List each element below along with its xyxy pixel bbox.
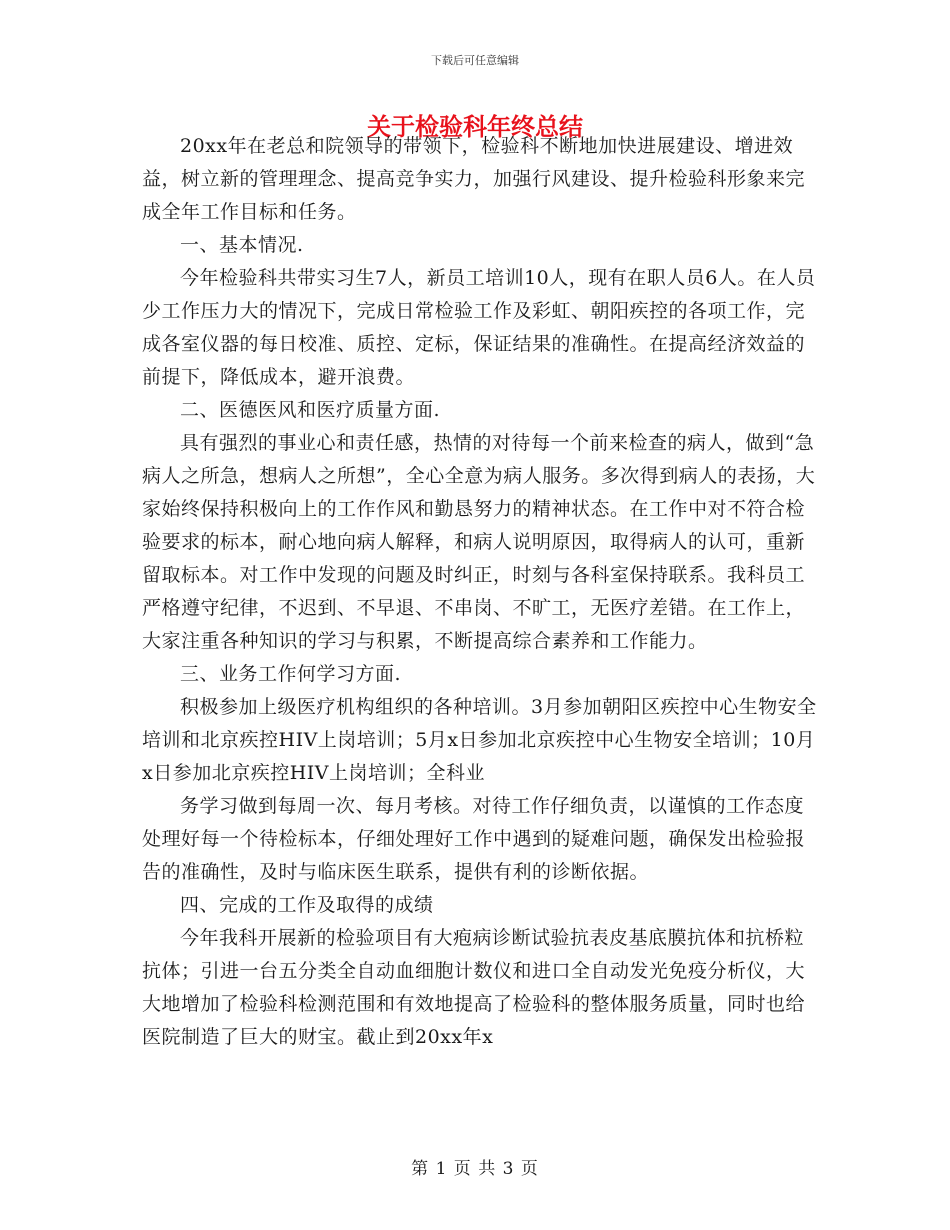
paragraph-study: 务学习做到每周一次、每月考核。对待工作仔细负责，以谨慎的工作态度处理好每一个待检标本，仔细处理好工作中遇到的疑难问题，确保发出检验报告的准确性，及时与临床医生联系，提供有利的诊断依据。 (142, 795, 806, 883)
section-heading-ethics: 二、医德医风和医疗质量方面. (180, 399, 441, 421)
paragraph-training: 积极参加上级医疗机构组织的各种培训。3月参加朝阳区疾控中心生物安全培训和北京疾控HIV上岗培训；5月x日参加北京疾控中心生物安全培训；10月x日参加北京疾控HIV上岗培训；全科业 (142, 696, 817, 784)
paragraph-basic: 今年检验科共带实习生7人，新员工培训10人，现有在职人员6人。在人员少工作压力大的情况下，完成日常检验工作及彩虹、朝阳疾控的各项工作，完成各室仪器的每日校准、质控、定标，保证结果的准确性。在提高经济效益的前提下，降低成本，避开浪费。 (142, 267, 816, 388)
paragraph-ethics: 具有强烈的事业心和责任感，热情的对待每一个前来检查的病人，做到“急病人之所急，想病人之所想”，全心全意为病人服务。多次得到病人的表扬，大家始终保持积极向上的工作作风和勤恳努力的精神状态。在工作中对不符合检验要求的标本，耐心地向病人解释，和病人说明原因，取得病人的认可，重新留取标本。对工作中发现的问题及时纠正，时刻与各科室保持联系。我科员工严格遵守纪律，不迟到、不早退、不串岗、不旷工，无医疗差错。在工作上，大家注重各种知识的学习与积累，不断提高综合素养和工作能力。 (142, 432, 816, 652)
paragraph-intro: 20xx年在老总和院领导的带领下，检验科不断地加快进展建设、增进效益，树立新的管理理念、提高竞争实力，加强行风建设、提升检验科形象来完成全年工作目标和任务。 (142, 135, 806, 223)
section-heading-learning: 三、业务工作何学习方面. (180, 663, 402, 685)
section-heading-basic: 一、基本情况. (180, 234, 304, 256)
page-header: 下载后可任意编辑 (431, 54, 519, 67)
document-title: 关于检验科年终总结 (367, 112, 583, 141)
paragraph-achievements: 今年我科开展新的检验项目有大疱病诊断试验抗表皮基底膜抗体和抗桥粒抗体；引进一台五分类全自动血细胞计数仪和进口全自动发光免疫分析仪，大大地增加了检验科检测范围和有效地提高了检验科的整体服务质量，同时也给医院制造了巨大的财宝。截止到20xx年x (142, 927, 806, 1048)
document-body (142, 130, 822, 1054)
page-footer: 第 1 页 共 3 页 (411, 1159, 539, 1179)
section-heading-achievements: 四、完成的工作及取得的成绩 (180, 894, 434, 916)
